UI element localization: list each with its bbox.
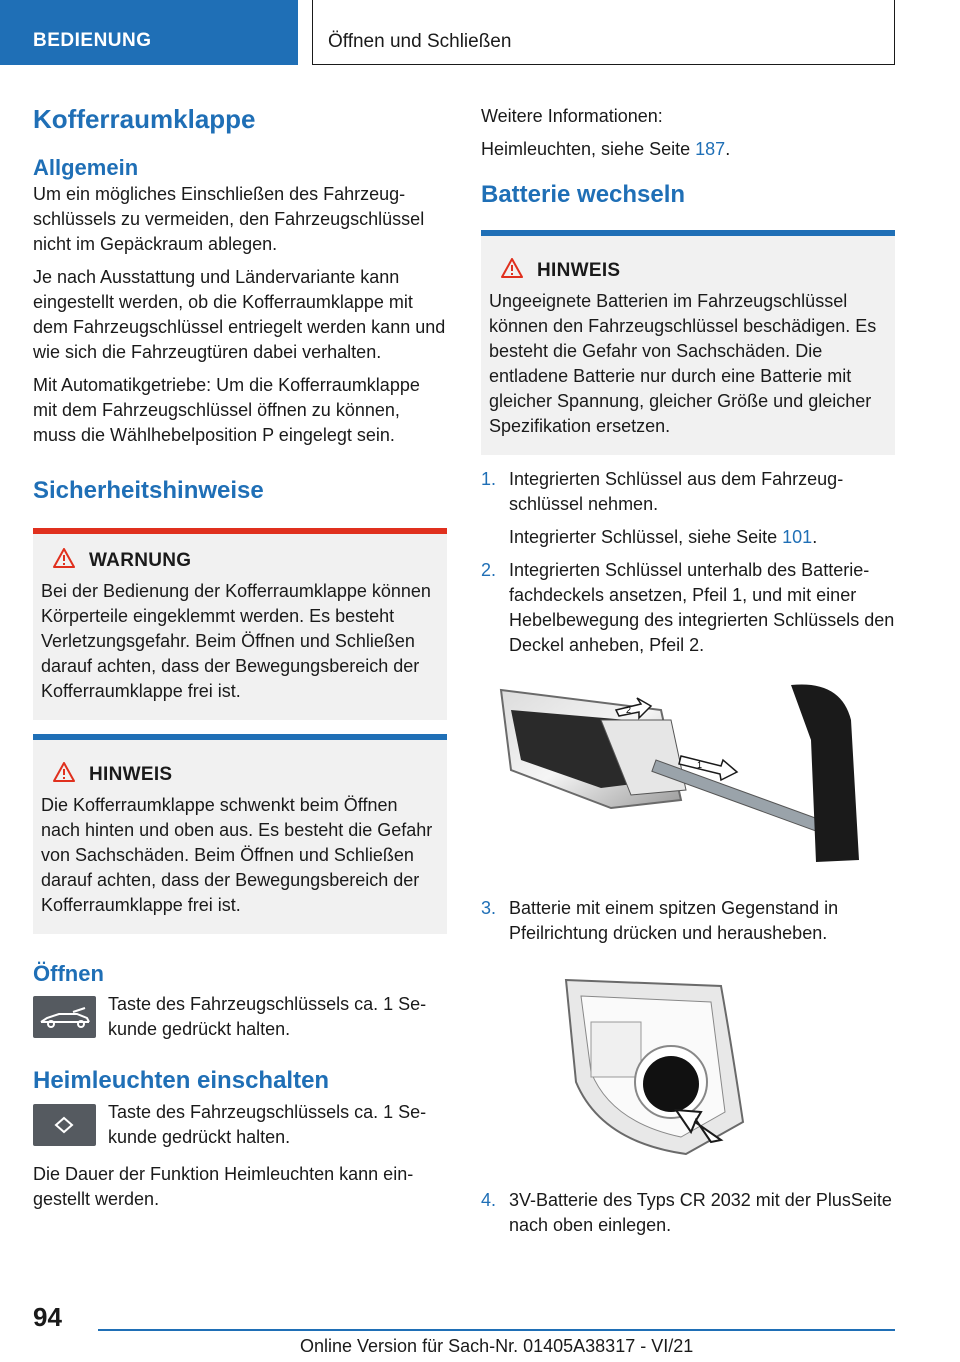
key-opening-illustration — [481, 680, 895, 872]
batterie-hinweis-header — [501, 258, 887, 283]
batterie-hinweis-label: HINWEIS — [537, 259, 621, 281]
oeffnen-heading: Öffnen — [33, 961, 104, 986]
heimleuchten-heading: Heimleuchten einschalten — [33, 1067, 330, 1094]
heimleuchten-ref-text: Heimleuchten, siehe Seite — [481, 139, 691, 159]
diamond-icon — [33, 1104, 96, 1146]
step-2 — [481, 558, 895, 658]
step-number: 4. — [481, 1190, 497, 1210]
light-key-button — [33, 1104, 96, 1146]
batterie-hinweis-text: Ungeeignete Batterien im Fahrzeugschlüssel können den Fahrzeugschlüssel beschädigen. Es besteht die Gefahr von Sachschäden. Die entladene Batterie nur durch eine Batterie mit gleicher Spannung, gleicher Größe und gleicher Spezifikation ersetzen. — [489, 291, 877, 436]
sicherheitshinweise-heading: Sicherheitshinweise — [33, 477, 264, 504]
weitere-informationen: Weitere Informationen: — [481, 106, 663, 126]
step-2-text: Integrierten Schlüssel unterhalb des Batteriefachdeckels ansetzen, Pfeil 1, und mit einer Hebelbewegung des integrierten Schlüssels den Deckel anheben, Pfeil 2. — [509, 560, 895, 655]
caution-triangle-icon — [53, 762, 75, 787]
batterie-hinweis-box — [481, 230, 895, 455]
step-4 — [481, 1188, 895, 1238]
heimleuchten-row — [33, 1100, 447, 1150]
step-1-ref-text: Integrierter Schlüssel, siehe Seite — [509, 527, 778, 547]
warning-triangle-icon — [53, 548, 75, 573]
left-column — [33, 100, 447, 1212]
section-label: BEDIENUNG — [33, 30, 152, 51]
batterie-heading: Batterie wechseln — [481, 181, 686, 208]
right-column — [481, 100, 895, 1238]
footer-text: Online Version für Sach-Nr. 01405A38317 - VI/21 — [300, 1336, 694, 1356]
step-number: 3. — [481, 898, 497, 918]
page-number: 94 — [33, 1302, 62, 1332]
footer-rule — [98, 1329, 895, 1331]
step-4-text: 3V-Batterie des Typs CR 2032 mit der PlusSeite nach oben einlegen. — [509, 1190, 892, 1235]
chapter-title: Öffnen und Schließen — [328, 31, 512, 52]
hinweis-label: HINWEIS — [89, 763, 173, 785]
section-tab — [0, 0, 298, 65]
allgemein-paragraph-2: Je nach Ausstattung und Ländervariante kann eingestellt werden, ob die Kofferraumklappe mit dem Fahrzeugschlüssel entriegelt werden kann und wie sich die Fahrzeugtüren dabei verhalten. — [33, 267, 446, 362]
hinweis-header — [53, 762, 439, 787]
chapter-title-box — [312, 0, 895, 65]
warnung-label: WARNUNG — [89, 549, 192, 571]
step-1-page-link[interactable]: 101 — [782, 527, 813, 547]
trunk-key-button — [33, 996, 96, 1038]
warnung-box — [33, 528, 447, 720]
oeffnen-text: Taste des Fahrzeugschlüssels ca. 1 Sekunde gedrückt halten. — [108, 994, 427, 1039]
step-number: 1. — [481, 469, 497, 489]
step-1-reference: Integrierter Schlüssel, siehe Seite 101. — [509, 527, 818, 547]
oeffnen-row — [33, 992, 447, 1042]
warnung-text: Bei der Bedienung der Kofferraumklappe können Körperteile eingeklemmt werden. Es besteht Verletzungsgefahr. Beim Öffnen und Schließen darauf achten, dass der Bewegungsbereich der Kofferraumklappe frei ist. — [41, 581, 431, 701]
battery-illustration — [481, 972, 895, 1162]
heimleuchten-reference: Heimleuchten, siehe Seite 187. — [481, 139, 731, 159]
allgemein-paragraph-3: Mit Automatikgetriebe: Um die Kofferraumklappe mit dem Fahrzeugschlüssel öffnen zu können, muss die Wählhebelposition P eingelegt sein. — [33, 375, 420, 445]
step-1 — [481, 467, 895, 550]
hinweis-box — [33, 734, 447, 934]
allgemein-heading: Allgemein — [33, 155, 139, 180]
heimleuchten-text: Taste des Fahrzeugschlüssels ca. 1 Sekunde gedrückt halten. — [108, 1102, 427, 1147]
dauer-text: Die Dauer der Funktion Heimleuchten kann eingestellt werden. — [33, 1164, 414, 1209]
warnung-header — [53, 548, 439, 573]
arrow-label-1: 1 — [697, 760, 703, 770]
caution-triangle-icon — [501, 258, 523, 283]
allgemein-paragraph-1: Um ein mögliches Einschließen des Fahrzeugschlüssels zu vermeiden, den Fahrzeugschlüssel nicht im Gepäckraum ablegen. — [33, 184, 425, 254]
step-1-text: Integrierten Schlüssel aus dem Fahrzeugschlüssel nehmen. — [509, 469, 844, 514]
step-3 — [481, 896, 895, 946]
heimleuchten-page-link[interactable]: 187 — [695, 139, 726, 159]
car-trunk-icon — [33, 996, 96, 1038]
step-3-text: Batterie mit einem spitzen Gegenstand in Pfeilrichtung drücken und herausheben. — [509, 898, 839, 943]
step-number: 2. — [481, 560, 497, 580]
arrow-label-2: 2 — [626, 705, 632, 715]
hinweis-text: Die Kofferraumklappe schwenkt beim Öffnen nach hinten und oben aus. Es besteht die Gefahr von Sachschäden. Beim Öffnen und Schließen darauf achten, dass der Bewegungsbereich der Kofferraumklappe frei ist. — [41, 795, 433, 915]
kofferraumklappe-heading: Kofferraumklappe — [33, 104, 256, 134]
